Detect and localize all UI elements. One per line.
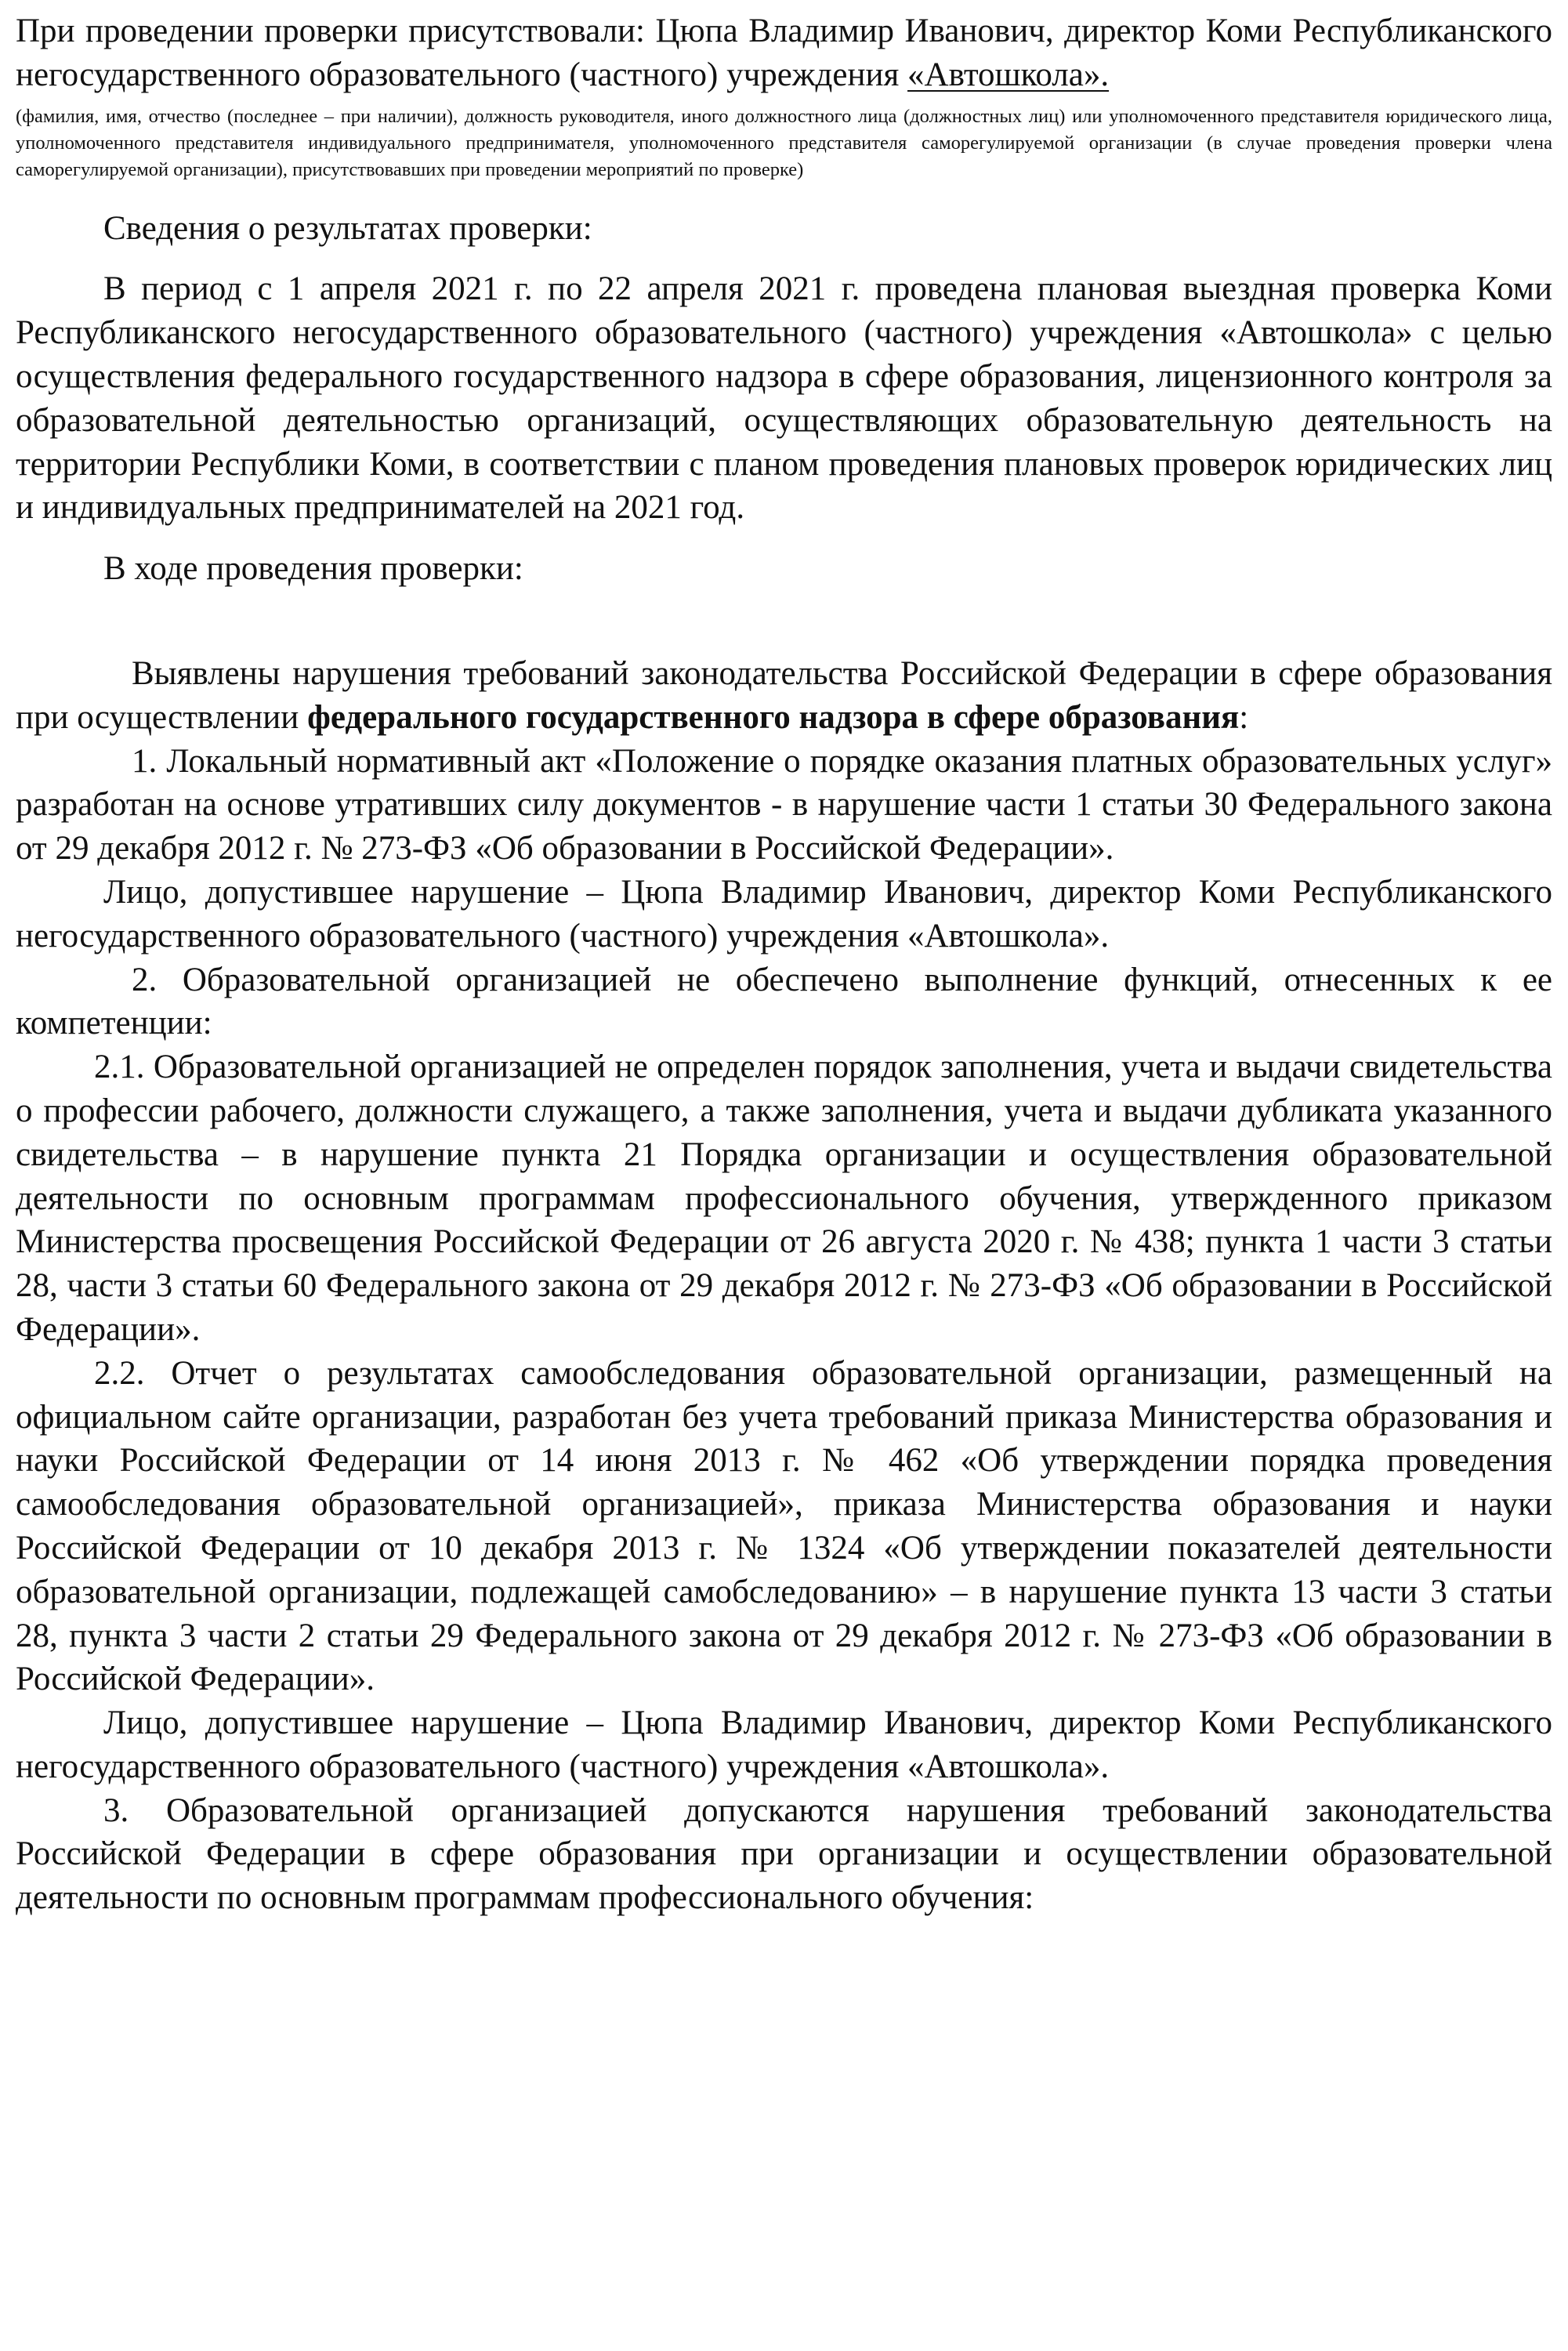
violation-item-2: 2. Образовательной организацией не обеспечено выполнение функций, отнесенных к ее компетенции:	[16, 961, 1552, 1042]
attendees-text: При проведении проверки присутствовали: Цюпа Владимир Иванович, директор Коми Республиканского негосударственного образовательного (частного) учреждения	[16, 13, 1552, 93]
attendees-paragraph	[16, 9, 1552, 97]
responsible-person-1: Лицо, допустившее нарушение – Цюпа Владимир Иванович, директор Коми Республиканского негосударственного образовательного (частного) учреждения «Автошкола».	[16, 873, 1552, 955]
responsible-person-2: Лицо, допустившее нарушение – Цюпа Владимир Иванович, директор Коми Республиканского негосударственного образовательного (частного) учреждения «Автошкола».	[16, 1704, 1552, 1785]
inspection-period-paragraph: В период с 1 апреля 2021 г. по 22 апреля 2021 г. проведена плановая выездная проверка Коми Республиканского негосударственного образовательного (частного) учреждения «Автошкола» с целью осуществления федерального государственного надзора в сфере образования, лицензионного контроля за образовательной деятельностью организаций, осуществляющих образовательную деятельность на территории Республики Коми, в соответствии с планом проведения плановых проверок юридических лиц и индивидуальных предпринимателей на 2021 год.	[16, 270, 1552, 527]
during-inspection-heading: В ходе проведения проверки:	[103, 550, 523, 588]
attendees-caption: (фамилия, имя, отчество (последнее – при наличии), должность руководителя, иного должностного лица (должностных лиц) или уполномоченного представителя юридического лица, уполномоченного представителя индивидуального предпринимателя, уполномоченного представителя саморегулируемой организации (в случае проведения проверки члена саморегулируемой организации), присутствовавших при проведении мероприятий по проверке)	[16, 105, 1552, 180]
violations-intro	[16, 652, 1552, 740]
violations-intro-bold: федерального государственного надзора в сфере образования	[307, 698, 1240, 736]
violation-item-2-1: 2.1. Образовательной организацией не определен порядок заполнения, учета и выдачи свидетельства о профессии рабочего, должности служащего, а также заполнения, учета и выдачи дубликата указанного свидетельства – в нарушение пункта 21 Порядка организации и осуществления образовательной деятельности по основным программам профессионального обучения, утвержденного приказом Министерства просвещения Российской Федерации от 26 августа 2020 г. № 438; пункта 1 части 3 статьи 28, части 3 статьи 60 Федерального закона от 29 декабря 2012 г. № 273-ФЗ «Об образовании в Российской Федерации».	[16, 1049, 1552, 1348]
violation-item-1: 1. Локальный нормативный акт «Положение о порядке оказания платных образовательных услуг» разработан на основе утративших силу документов - в нарушение части 1 статьи 30 Федерального закона от 29 декабря 2012 г. № 273-ФЗ «Об образовании в Российской Федерации».	[16, 742, 1552, 868]
violation-item-2-2: 2.2. Отчет о результатах самообследования образовательной организации, размещенный на официальном сайте организации, разработан без учета требований приказа Министерства образования и науки Российской Федерации от 14 июня 2013 г. № 462 «Об утверждении порядка проведения самообследования образовательной организацией», приказа Министерства образования и науки Российской Федерации от 10 декабря 2013 г. № 1324 «Об утверждении показателей деятельности образовательной организации, подлежащей самобследованию» – в нарушение пункта 13 части 3 статьи 28, пункта 3 части 2 статьи 29 Федерального закона от 29 декабря 2012 г. № 273-ФЗ «Об образовании в Российской Федерации».	[16, 1354, 1552, 1698]
violation-item-3: 3. Образовательной организацией допускаются нарушения требований законодательства Российской Федерации в сфере образования при организации и осуществлении образовательной деятельности по основным программам профессионального обучения:	[16, 1791, 1552, 1917]
results-heading: Сведения о результатах проверки:	[103, 209, 592, 247]
violations-intro-colon: :	[1239, 698, 1249, 736]
organization-name-underlined: «Автошкола».	[907, 56, 1110, 93]
violations-intro-text: Выявлены нарушения требований законодательства Российской Федерации в сфере образования при осуществлении	[16, 654, 1552, 736]
